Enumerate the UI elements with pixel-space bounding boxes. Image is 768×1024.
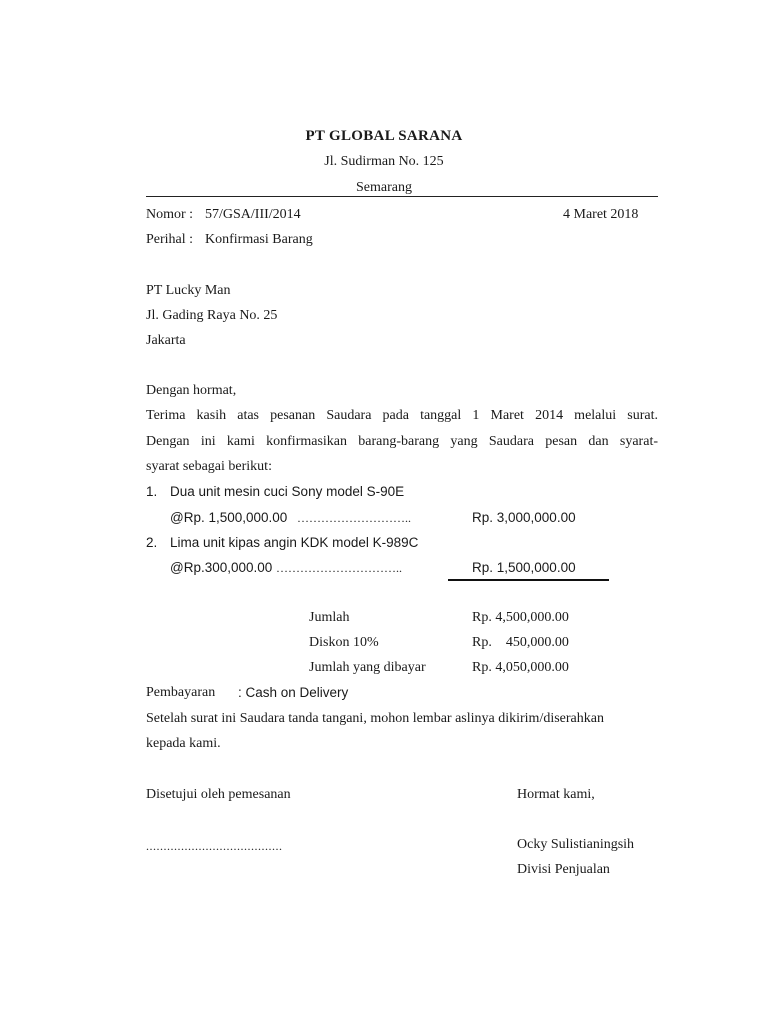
signer-title: Divisi Penjualan bbox=[517, 862, 610, 877]
item-total: Rp. 1,500,000.00 bbox=[472, 560, 576, 575]
item-number: 2. bbox=[146, 535, 158, 550]
item-unit-price: @Rp. 1,500,000.00 bbox=[170, 510, 288, 525]
item-leader-dots: ……………………….. bbox=[297, 511, 411, 525]
jumlah-dibayar-label: Jumlah yang dibayar bbox=[309, 660, 426, 675]
item-unit-price: @Rp.300,000.00 bbox=[170, 560, 273, 575]
item-leader-dots: ………………………….. bbox=[276, 561, 402, 575]
approval-label: Disetujui oleh pemesanan bbox=[146, 787, 291, 802]
signature-line: ....................................... bbox=[146, 839, 283, 853]
item-total: Rp. 3,000,000.00 bbox=[472, 510, 576, 525]
nomor-value: 57/GSA/III/2014 bbox=[205, 207, 301, 222]
perihal-value: Konfirmasi Barang bbox=[205, 232, 313, 247]
salutation: Dengan hormat, bbox=[146, 383, 237, 398]
item-description: Lima unit kipas angin KDK model K-989C bbox=[170, 535, 419, 550]
body-paragraph-line-3: syarat sebagai berikut: bbox=[146, 459, 272, 474]
body-paragraph-line-2: Dengan ini kami konfirmasikan barang-barang yang Saudara pesan dan syarat- bbox=[146, 434, 658, 449]
letterhead-divider bbox=[146, 196, 658, 197]
perihal-label: Perihal : bbox=[146, 232, 194, 247]
sum-underline bbox=[448, 579, 609, 581]
recipient-city: Jakarta bbox=[146, 333, 186, 348]
jumlah-dibayar-value: Rp. 4,050,000.00 bbox=[472, 660, 569, 675]
body-paragraph-line-1: Terima kasih atas pesanan Saudara pada tanggal 1 Maret 2014 melalui surat. bbox=[146, 408, 658, 423]
item-number: 1. bbox=[146, 484, 158, 499]
diskon-value: Rp. 450,000.00 bbox=[472, 635, 569, 650]
payment-value: : Cash on Delivery bbox=[238, 685, 349, 700]
recipient-name: PT Lucky Man bbox=[146, 283, 231, 298]
jumlah-label: Jumlah bbox=[309, 610, 350, 625]
item-description: Dua unit mesin cuci Sony model S-90E bbox=[170, 484, 405, 499]
letter-date: 4 Maret 2018 bbox=[563, 207, 639, 222]
closing-greeting: Hormat kami, bbox=[517, 787, 595, 802]
recipient-address: Jl. Gading Raya No. 25 bbox=[146, 308, 278, 323]
closing-line-1: Setelah surat ini Saudara tanda tangani, mohon lembar aslinya dikirim/diserahkan bbox=[146, 711, 604, 726]
nomor-label: Nomor : bbox=[146, 207, 194, 222]
diskon-label: Diskon 10% bbox=[309, 635, 379, 650]
company-city: Semarang bbox=[356, 180, 412, 195]
company-address: Jl. Sudirman No. 125 bbox=[324, 154, 444, 169]
jumlah-value: Rp. 4,500,000.00 bbox=[472, 610, 569, 625]
closing-line-2: kepada kami. bbox=[146, 736, 221, 751]
company-name: PT GLOBAL SARANA bbox=[305, 128, 463, 144]
payment-label: Pembayaran bbox=[146, 685, 216, 700]
signer-name: Ocky Sulistianingsih bbox=[517, 837, 635, 852]
